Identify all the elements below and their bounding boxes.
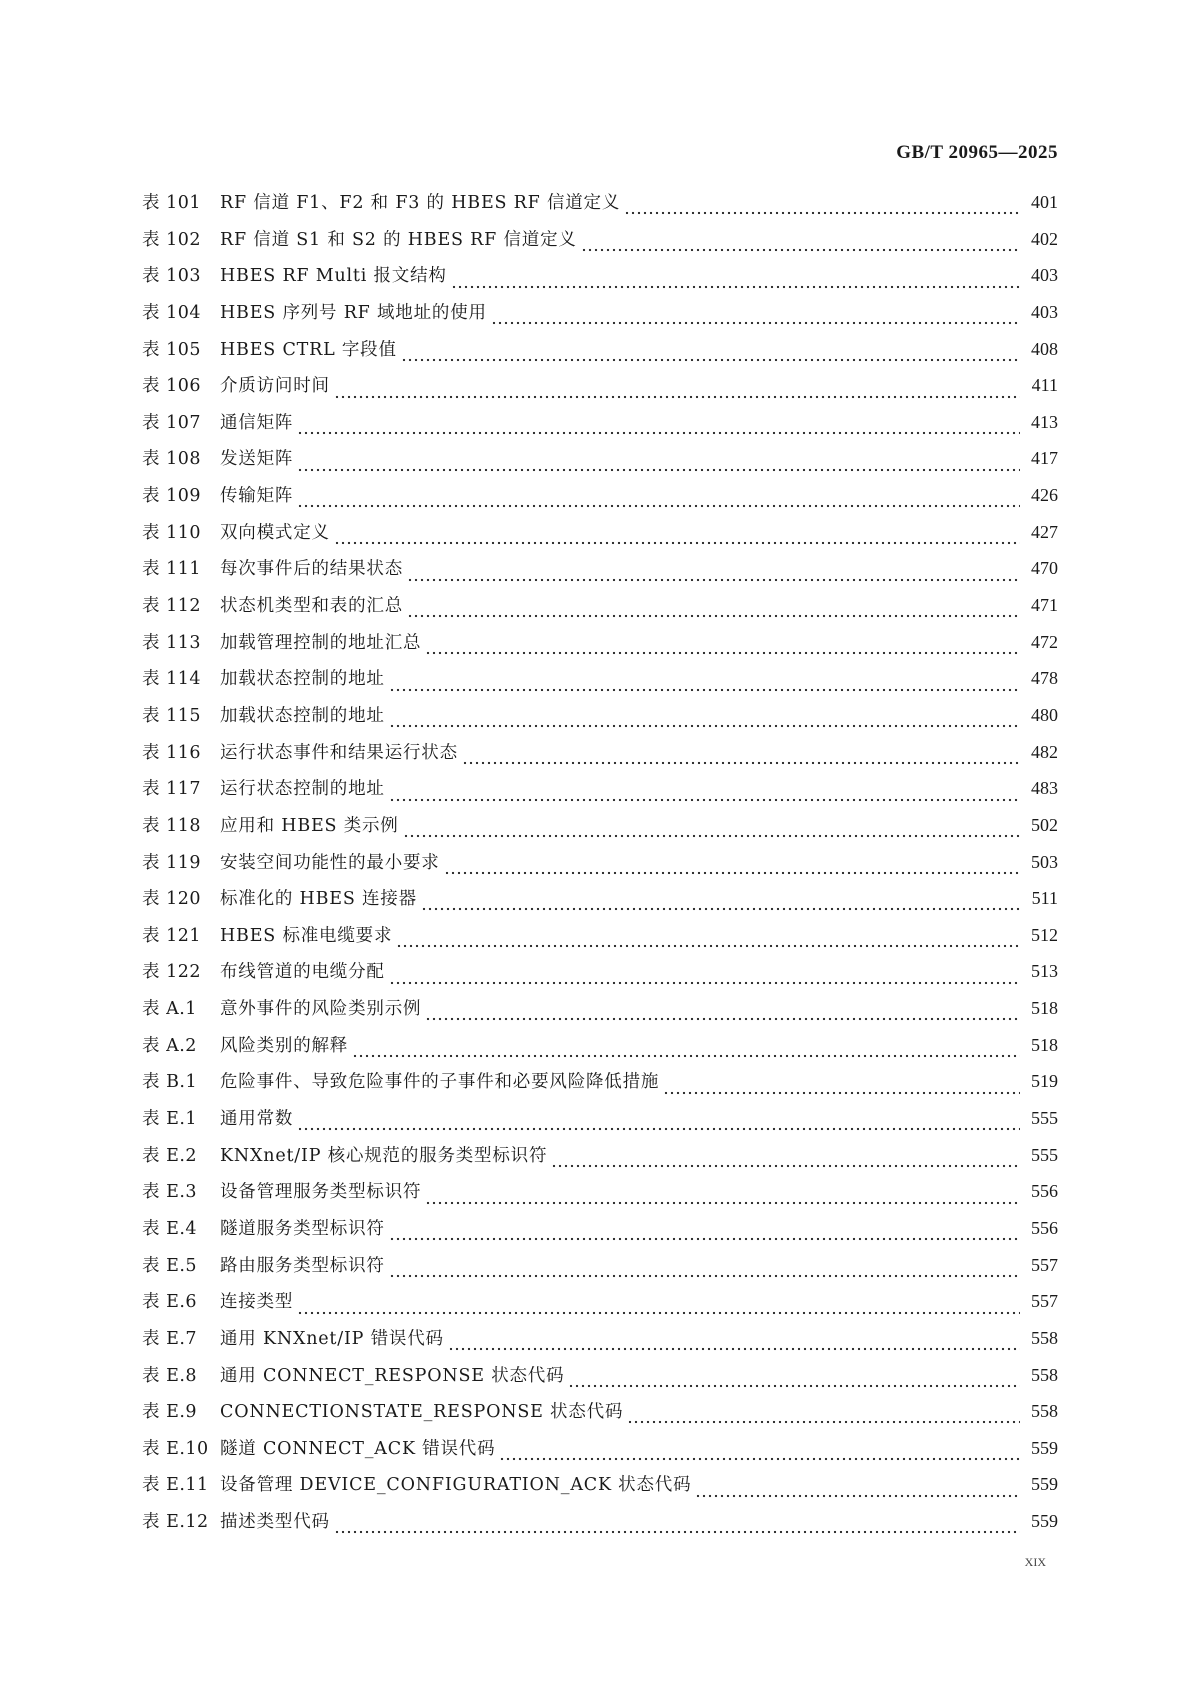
toc-entry[interactable] bbox=[142, 556, 1058, 593]
toc-entry-number: 表 E.3 bbox=[142, 1182, 198, 1203]
toc-entry-title: 连接类型 bbox=[220, 1292, 294, 1313]
toc-entry[interactable] bbox=[142, 300, 1058, 337]
toc-entry-number: 表 116 bbox=[142, 742, 201, 763]
dot-leader bbox=[389, 788, 1020, 802]
toc-entry-page: 558 bbox=[1031, 1327, 1058, 1348]
toc-entry-page: 559 bbox=[1031, 1474, 1058, 1495]
toc-entry-page: 518 bbox=[1031, 1034, 1058, 1055]
toc-entry-number: 表 E.6 bbox=[142, 1292, 198, 1313]
toc-entry-number: 表 A.2 bbox=[142, 1035, 197, 1056]
toc-entry-title: 风险类别的解释 bbox=[220, 1035, 349, 1056]
toc-entry-page: 417 bbox=[1031, 448, 1058, 469]
table-of-contents bbox=[142, 190, 1058, 1546]
toc-entry-number: 表 119 bbox=[142, 852, 201, 873]
toc-entry-number: 表 109 bbox=[142, 486, 201, 507]
toc-entry[interactable] bbox=[142, 520, 1058, 557]
dot-leader bbox=[663, 1081, 1020, 1095]
dot-leader bbox=[297, 458, 1020, 472]
toc-entry-number: 表 104 bbox=[142, 302, 201, 323]
toc-entry-page: 413 bbox=[1031, 411, 1058, 432]
toc-entry-page: 559 bbox=[1031, 1437, 1058, 1458]
toc-entry[interactable] bbox=[142, 410, 1058, 447]
toc-entry-title: 双向模式定义 bbox=[220, 522, 330, 543]
toc-entry[interactable] bbox=[142, 373, 1058, 410]
toc-entry-page: 403 bbox=[1031, 265, 1058, 286]
toc-entry-title: 应用和 HBES 类示例 bbox=[220, 815, 399, 836]
toc-entry[interactable] bbox=[142, 1106, 1058, 1143]
toc-entry-title: 运行状态事件和结果运行状态 bbox=[220, 742, 458, 763]
toc-entry-number: 表 114 bbox=[142, 669, 201, 690]
toc-entry-number: 表 E.12 bbox=[142, 1512, 209, 1533]
toc-entry-number: 表 113 bbox=[142, 632, 201, 653]
toc-entry-page: 503 bbox=[1031, 851, 1058, 872]
toc-entry[interactable] bbox=[142, 337, 1058, 374]
toc-entry[interactable] bbox=[142, 813, 1058, 850]
dot-leader bbox=[444, 861, 1020, 875]
toc-entry-title: 每次事件后的结果状态 bbox=[220, 559, 403, 580]
toc-entry-number: 表 E.1 bbox=[142, 1109, 198, 1130]
toc-entry-number: 表 B.1 bbox=[142, 1072, 198, 1093]
toc-entry-title: 加载状态控制的地址 bbox=[220, 705, 385, 726]
dot-leader bbox=[581, 238, 1020, 252]
dot-leader bbox=[407, 604, 1020, 618]
dot-leader bbox=[627, 1410, 1020, 1424]
dot-leader bbox=[491, 311, 1020, 325]
toc-entry-title: 意外事件的风险类别示例 bbox=[220, 999, 422, 1020]
toc-entry[interactable] bbox=[142, 996, 1058, 1033]
dot-leader bbox=[403, 824, 1020, 838]
dot-leader bbox=[297, 421, 1020, 435]
toc-entry-title: CONNECTIONSTATE_RESPONSE 状态代码 bbox=[220, 1402, 624, 1423]
dot-leader bbox=[401, 348, 1020, 362]
toc-entry[interactable] bbox=[142, 1509, 1058, 1546]
toc-entry-page: 472 bbox=[1031, 631, 1058, 652]
toc-entry[interactable] bbox=[142, 1363, 1058, 1400]
toc-entry-number: 表 E.8 bbox=[142, 1365, 198, 1386]
toc-entry-page: 556 bbox=[1031, 1217, 1058, 1238]
toc-entry-title: 设备管理服务类型标识符 bbox=[220, 1182, 422, 1203]
toc-entry-page: 513 bbox=[1031, 961, 1058, 982]
toc-entry-number: 表 108 bbox=[142, 449, 201, 470]
toc-entry-title: 设备管理 DEVICE_CONFIGURATION_ACK 状态代码 bbox=[220, 1475, 692, 1496]
toc-entry[interactable] bbox=[142, 740, 1058, 777]
toc-entry-title: 描述类型代码 bbox=[220, 1512, 330, 1533]
toc-entry-title: KNXnet/IP 核心规范的服务类型标识符 bbox=[220, 1145, 548, 1166]
toc-entry-page: 556 bbox=[1031, 1181, 1058, 1202]
toc-entry-page: 401 bbox=[1031, 192, 1058, 212]
dot-leader bbox=[499, 1447, 1020, 1461]
toc-entry-number: 表 103 bbox=[142, 266, 201, 287]
toc-entry-page: 408 bbox=[1031, 338, 1058, 359]
page-number-roman: XIX bbox=[1024, 1555, 1046, 1569]
toc-entry-page: 426 bbox=[1031, 485, 1058, 506]
dot-leader bbox=[421, 897, 1020, 911]
toc-entry[interactable] bbox=[142, 227, 1058, 264]
dot-leader bbox=[568, 1374, 1020, 1388]
toc-entry-number: 表 110 bbox=[142, 522, 201, 543]
toc-entry-number: 表 E.10 bbox=[142, 1438, 209, 1459]
toc-entry-number: 表 120 bbox=[142, 889, 201, 910]
toc-entry-page: 555 bbox=[1031, 1108, 1058, 1129]
toc-entry-page: 482 bbox=[1031, 741, 1058, 762]
dot-leader bbox=[451, 275, 1020, 289]
toc-entry-number: 表 112 bbox=[142, 596, 201, 617]
toc-entry[interactable] bbox=[142, 630, 1058, 667]
dot-leader bbox=[297, 1117, 1020, 1131]
toc-entry-page: 471 bbox=[1031, 595, 1058, 616]
toc-entry-number: 表 E.5 bbox=[142, 1255, 198, 1276]
toc-entry-number: 表 111 bbox=[142, 559, 201, 580]
toc-entry-page: 502 bbox=[1031, 814, 1058, 835]
toc-entry-page: 511 bbox=[1031, 888, 1058, 909]
toc-entry-page: 403 bbox=[1031, 301, 1058, 322]
toc-entry[interactable] bbox=[142, 1472, 1058, 1509]
toc-entry-title: 状态机类型和表的汇总 bbox=[220, 596, 403, 617]
toc-entry-title: 标准化的 HBES 连接器 bbox=[220, 889, 417, 910]
toc-entry-number: 表 E.2 bbox=[142, 1145, 198, 1166]
toc-entry-page: 512 bbox=[1031, 924, 1058, 945]
toc-entry-page: 427 bbox=[1031, 521, 1058, 542]
dot-leader bbox=[425, 1191, 1020, 1205]
toc-entry-number: 表 118 bbox=[142, 815, 201, 836]
toc-entry[interactable] bbox=[142, 446, 1058, 483]
toc-entry[interactable] bbox=[142, 593, 1058, 630]
toc-entry-page: 557 bbox=[1031, 1254, 1058, 1275]
toc-entry-title: RF 信道 S1 和 S2 的 HBES RF 信道定义 bbox=[220, 229, 577, 250]
dot-leader bbox=[448, 1337, 1020, 1351]
standard-code-header: GB/T 20965—2025 bbox=[896, 142, 1058, 163]
toc-entry-number: 表 122 bbox=[142, 962, 201, 983]
toc-entry-title: HBES 标准电缆要求 bbox=[220, 925, 393, 946]
toc-entry-page: 559 bbox=[1031, 1511, 1058, 1532]
toc-entry-number: 表 E.7 bbox=[142, 1328, 198, 1349]
toc-entry-page: 411 bbox=[1031, 375, 1058, 396]
toc-entry-number: 表 106 bbox=[142, 376, 201, 397]
toc-entry-number: 表 115 bbox=[142, 705, 201, 726]
toc-entry[interactable] bbox=[142, 483, 1058, 520]
toc-entry-title: RF 信道 F1、F2 和 F3 的 HBES RF 信道定义 bbox=[220, 193, 621, 213]
toc-entry-number: 表 E.4 bbox=[142, 1218, 198, 1239]
toc-entry[interactable] bbox=[142, 1289, 1058, 1326]
dot-leader bbox=[389, 1264, 1020, 1278]
dot-leader bbox=[389, 678, 1020, 692]
toc-entry[interactable] bbox=[142, 886, 1058, 923]
dot-leader bbox=[389, 971, 1020, 985]
toc-entry[interactable] bbox=[142, 1399, 1058, 1436]
toc-entry-number: 表 107 bbox=[142, 412, 201, 433]
toc-entry-title: 隧道 CONNECT_ACK 错误代码 bbox=[220, 1438, 496, 1459]
toc-entry-title: HBES RF Multi 报文结构 bbox=[220, 266, 447, 287]
toc-entry-title: 运行状态控制的地址 bbox=[220, 779, 385, 800]
toc-entry-number: 表 121 bbox=[142, 925, 201, 946]
toc-entry-page: 470 bbox=[1031, 558, 1058, 579]
toc-entry-number: 表 117 bbox=[142, 779, 201, 800]
toc-entry-page: 480 bbox=[1031, 704, 1058, 725]
toc-entry[interactable] bbox=[142, 666, 1058, 703]
toc-entry-number: 表 105 bbox=[142, 339, 201, 360]
dot-leader bbox=[462, 751, 1020, 765]
dot-leader bbox=[551, 1154, 1020, 1168]
dot-leader bbox=[624, 201, 1020, 215]
dot-leader bbox=[334, 1520, 1020, 1534]
toc-entry-page: 478 bbox=[1031, 668, 1058, 689]
toc-entry-title: 通用 KNXnet/IP 错误代码 bbox=[220, 1328, 444, 1349]
toc-entry-title: 布线管道的电缆分配 bbox=[220, 962, 385, 983]
toc-entry[interactable] bbox=[142, 959, 1058, 996]
toc-entry[interactable] bbox=[142, 850, 1058, 887]
toc-entry-number: 表 A.1 bbox=[142, 999, 197, 1020]
toc-entry-title: 加载状态控制的地址 bbox=[220, 669, 385, 690]
toc-entry[interactable] bbox=[142, 1216, 1058, 1253]
toc-entry[interactable] bbox=[142, 263, 1058, 300]
toc-entry-title: 通信矩阵 bbox=[220, 412, 294, 433]
dot-leader bbox=[425, 641, 1020, 655]
toc-entry[interactable] bbox=[142, 703, 1058, 740]
toc-entry-title: 路由服务类型标识符 bbox=[220, 1255, 385, 1276]
toc-entry[interactable] bbox=[142, 1326, 1058, 1363]
toc-entry-number: 表 E.9 bbox=[142, 1402, 198, 1423]
dot-leader bbox=[425, 1007, 1020, 1021]
toc-entry-title: 通用 CONNECT_RESPONSE 状态代码 bbox=[220, 1365, 565, 1386]
toc-entry-page: 518 bbox=[1031, 998, 1058, 1019]
toc-entry-title: 介质访问时间 bbox=[220, 376, 330, 397]
toc-entry-number: 表 102 bbox=[142, 229, 201, 250]
dot-leader bbox=[396, 934, 1020, 948]
toc-entry-number: 表 101 bbox=[142, 193, 201, 213]
dot-leader bbox=[407, 568, 1020, 582]
toc-entry[interactable] bbox=[142, 1179, 1058, 1216]
toc-entry-title: 通用常数 bbox=[220, 1109, 294, 1130]
toc-entry-title: 安装空间功能性的最小要求 bbox=[220, 852, 440, 873]
toc-entry[interactable] bbox=[142, 190, 1058, 227]
toc-entry-page: 402 bbox=[1031, 228, 1058, 249]
dot-leader bbox=[297, 1301, 1020, 1315]
toc-entry-title: 发送矩阵 bbox=[220, 449, 294, 470]
toc-entry-title: 加载管理控制的地址汇总 bbox=[220, 632, 422, 653]
toc-entry[interactable] bbox=[142, 1436, 1058, 1473]
toc-entry-title: HBES 序列号 RF 域地址的使用 bbox=[220, 302, 487, 323]
toc-entry-page: 558 bbox=[1031, 1401, 1058, 1422]
toc-entry-page: 558 bbox=[1031, 1364, 1058, 1385]
dot-leader bbox=[297, 494, 1020, 508]
toc-entry[interactable] bbox=[142, 1253, 1058, 1290]
toc-entry[interactable] bbox=[142, 1069, 1058, 1106]
dot-leader bbox=[334, 385, 1020, 399]
toc-entry[interactable] bbox=[142, 923, 1058, 960]
toc-entry-page: 555 bbox=[1031, 1144, 1058, 1165]
toc-entry-title: HBES CTRL 字段值 bbox=[220, 339, 397, 360]
toc-entry[interactable] bbox=[142, 1143, 1058, 1180]
dot-leader bbox=[389, 1227, 1020, 1241]
toc-entry-title: 传输矩阵 bbox=[220, 486, 294, 507]
toc-entry-title: 危险事件、导致危险事件的子事件和必要风险降低措施 bbox=[220, 1072, 660, 1093]
toc-entry[interactable] bbox=[142, 1033, 1058, 1070]
toc-entry-title: 隧道服务类型标识符 bbox=[220, 1218, 385, 1239]
toc-entry-number: 表 E.11 bbox=[142, 1475, 209, 1496]
toc-entry-page: 519 bbox=[1031, 1071, 1058, 1092]
toc-entry[interactable] bbox=[142, 776, 1058, 813]
dot-leader bbox=[389, 714, 1020, 728]
dot-leader bbox=[334, 531, 1020, 545]
toc-entry-page: 483 bbox=[1031, 778, 1058, 799]
toc-entry-page: 557 bbox=[1031, 1291, 1058, 1312]
dot-leader bbox=[352, 1044, 1020, 1058]
dot-leader bbox=[695, 1484, 1020, 1498]
